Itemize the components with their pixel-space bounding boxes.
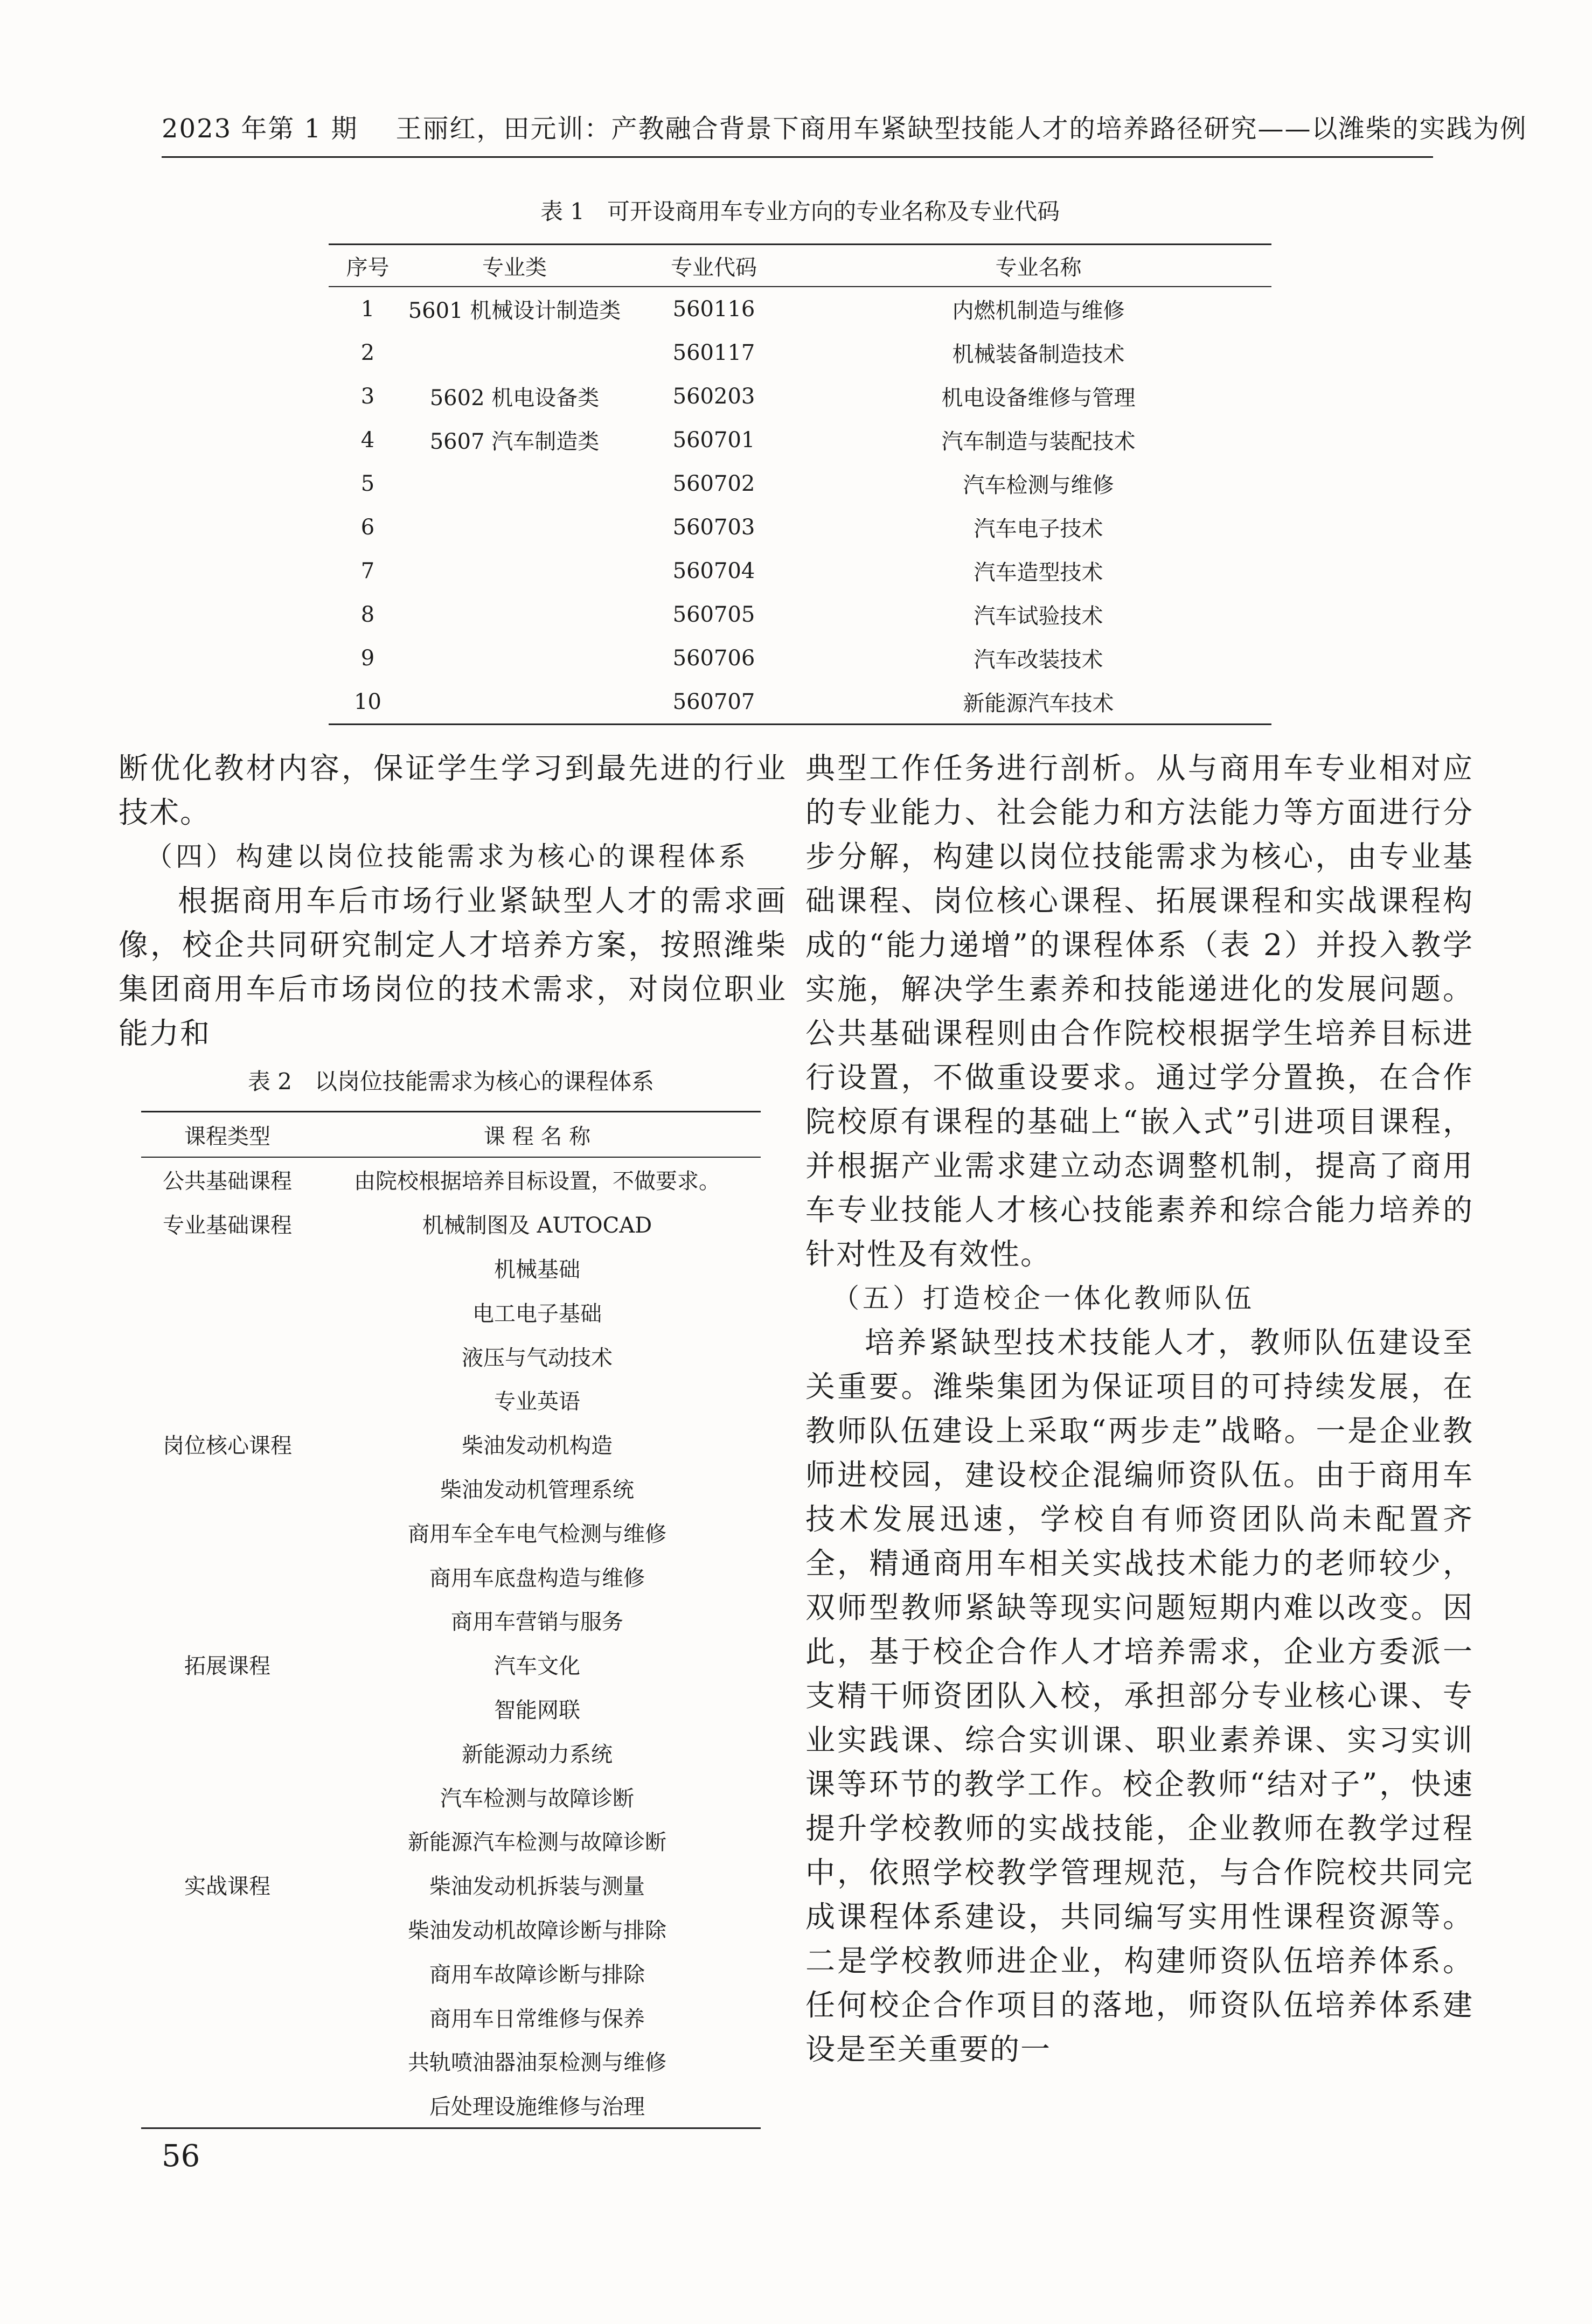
table-cell: [141, 1951, 314, 1995]
table1-header-cell: 专业名称: [805, 245, 1271, 287]
table-cell: 3: [360, 384, 375, 409]
table-row: [329, 680, 1271, 725]
table-cell: [141, 1598, 314, 1643]
table-cell: 汽车检测与故障诊断: [440, 1786, 634, 1811]
table-cell: 4: [360, 427, 375, 453]
table-cell: 1: [360, 296, 375, 322]
table-cell: [407, 462, 622, 505]
table-row: [141, 1951, 761, 1995]
table-cell: 汽车造型技术: [974, 560, 1103, 585]
paragraph: 断优化教材内容，保证学生学习到最先进的行业技术。: [119, 751, 787, 830]
table-cell: 560117: [672, 340, 755, 365]
table-cell: [141, 1819, 314, 1863]
table-cell: 5: [360, 471, 375, 496]
table-cell: 公共基础课程: [163, 1169, 292, 1194]
table-cell: 机电设备维修与管理: [941, 386, 1136, 410]
table-row: [141, 2039, 761, 2083]
table2-header-cell: 课 程 名 称: [314, 1112, 761, 1158]
table-cell: 2: [360, 340, 375, 365]
table-cell: 共轨喷油器油泵检测与维修: [408, 2050, 666, 2076]
table-cell: 560116: [672, 296, 755, 322]
table-cell: 专业基础课程: [163, 1213, 292, 1238]
table-cell: 10: [354, 689, 381, 714]
table-cell: 新能源汽车检测与故障诊断: [408, 1830, 666, 1855]
table-row: [141, 1775, 761, 1819]
table-row: [329, 593, 1271, 636]
table-row: [141, 1466, 761, 1511]
table-row: [329, 462, 1271, 505]
table-cell: 拓展课程: [184, 1654, 270, 1679]
table-cell: 5602 机电设备类: [429, 386, 600, 410]
table-cell: 9: [360, 645, 375, 671]
table-cell: 汽车检测与维修: [963, 473, 1114, 498]
table-cell: 后处理设施维修与治理: [429, 2095, 645, 2120]
table-cell: 560203: [672, 384, 755, 409]
table2: [141, 1111, 761, 2129]
table-cell: 商用车营销与服务: [451, 1610, 623, 1635]
table1: [329, 243, 1271, 725]
table-cell: 机械制图及 AUTOCAD: [422, 1213, 652, 1238]
table-cell: 由院校根据培养目标设置，不做要求。: [354, 1169, 720, 1194]
table-row: [141, 1157, 761, 1202]
table1-header-cell: 序号: [329, 245, 407, 287]
table-row: [141, 1863, 761, 1907]
table-row: [141, 1598, 761, 1643]
table-row: [141, 1334, 761, 1378]
table-cell: [141, 1334, 314, 1378]
table2-header-row: [141, 1112, 761, 1158]
table-cell: 商用车故障诊断与排除: [429, 1962, 645, 1987]
table-cell: 电工电子基础: [472, 1301, 602, 1326]
table-cell: 560702: [672, 471, 755, 496]
table-row: [141, 2083, 761, 2128]
table-cell: 560703: [672, 514, 755, 540]
table-row: [141, 1819, 761, 1863]
table-cell: [141, 1907, 314, 1951]
table-row: [141, 1422, 761, 1466]
journal-issue: 2023 年第 1 期: [162, 114, 358, 144]
table-row: [141, 1510, 761, 1554]
table-row: [141, 1730, 761, 1775]
table-cell: [141, 1687, 314, 1731]
table-cell: 专业英语: [494, 1389, 580, 1415]
table-cell: 汽车改装技术: [974, 648, 1103, 672]
table-cell: 560706: [672, 645, 755, 671]
table-cell: [407, 549, 622, 593]
table-row: [141, 1995, 761, 2039]
running-title: 王丽红，田元训：产教融合背景下商用车紧缺型技能人才的培养路径研究——以潍柴的实践为例: [395, 114, 1527, 144]
table-cell: 机械基础: [494, 1257, 580, 1282]
table-cell: 560701: [672, 427, 755, 453]
table-cell: 商用车底盘构造与维修: [429, 1565, 645, 1591]
table-cell: [141, 1554, 314, 1598]
table-cell: 新能源汽车技术: [963, 691, 1114, 716]
table-cell: [141, 1995, 314, 2039]
table-cell: 商用车全车电气检测与维修: [408, 1521, 666, 1547]
table-cell: [141, 1246, 314, 1290]
table2-caption: 表 2 以岗位技能需求为核心的课程体系: [247, 1068, 655, 1095]
table-cell: [141, 1290, 314, 1334]
table-cell: 智能网联: [494, 1697, 580, 1723]
table-row: [141, 1290, 761, 1334]
right-column: [805, 746, 1473, 2071]
section-heading: （四）构建以岗位技能需求为核心的课程体系: [145, 841, 749, 872]
table-cell: 5607 汽车制造类: [429, 429, 600, 454]
paragraph: 培养紧缺型技术技能人才，教师队伍建设至关重要。潍柴集团为保证项目的可持续发展，在教师队伍建设上采取“两步走”战略。一是企业教师进校园，建设校企混编师资队伍。由于商用车技术发展迅速，学校自有师资团队尚未配置齐全，精通商用车相关实战技术能力的老师较少，双师型教师紧缺等现实问题短期内难以改变。因此，基于校企合作人才培养需求，企业方委派一支精干师资团队入校，承担部分专业核心课、专业实践课、综合实训课、职业素养课、实习实训课等环节的教学工作。校企教师“结对子”，快速提升学校教师的实战技能，企业教师在教学过程中，依照学校教学管理规范，与合作院校共同完成课程体系建设，共同编写实用性课程资源等。二是学校教师进企业，构建师资队伍培养体系。任何校企合作项目的落地，师资队伍培养体系建设是至关重要的一: [805, 1325, 1473, 2066]
table-cell: 6: [360, 514, 375, 540]
table-cell: 商用车日常维修与保养: [429, 2006, 645, 2031]
left-column: [119, 746, 787, 1055]
table1-header-row: [329, 245, 1271, 287]
table-row: [329, 549, 1271, 593]
table-cell: [141, 1775, 314, 1819]
table2-header-cell: 课程类型: [141, 1112, 314, 1158]
table-cell: 柴油发动机拆装与测量: [429, 1874, 645, 1899]
table-row: [141, 1687, 761, 1731]
table1-header-cell: 专业类: [407, 245, 622, 287]
table-cell: 8: [360, 602, 375, 627]
table1-header-cell: 专业代码: [622, 245, 805, 287]
table-cell: 汽车试验技术: [974, 604, 1103, 629]
header-rule: [162, 156, 1433, 158]
table-cell: [407, 593, 622, 636]
table-cell: 实战课程: [184, 1874, 270, 1899]
table-row: [329, 287, 1271, 331]
table-row: [141, 1907, 761, 1951]
table-row: [329, 331, 1271, 374]
table-cell: [407, 680, 622, 725]
table-cell: 机械装备制造技术: [952, 342, 1125, 367]
table-cell: 柴油发动机构造: [462, 1434, 613, 1459]
table-cell: [141, 2039, 314, 2083]
table-row: [141, 1554, 761, 1598]
table-cell: 柴油发动机故障诊断与排除: [408, 1918, 666, 1943]
table-cell: 560705: [672, 602, 755, 627]
table-cell: 560704: [672, 558, 755, 583]
table-row: [329, 505, 1271, 549]
table-cell: 汽车制造与装配技术: [941, 429, 1136, 454]
table-row: [141, 1202, 761, 1246]
table-cell: [141, 1378, 314, 1422]
table-row: [329, 374, 1271, 418]
table-cell: 汽车文化: [494, 1654, 580, 1679]
table-cell: 柴油发动机管理系统: [440, 1477, 634, 1502]
table1-caption: 表 1 可开设商用车专业方向的专业名称及专业代码: [540, 198, 1060, 225]
table-cell: [407, 331, 622, 374]
table-row: [329, 418, 1271, 462]
table-cell: [141, 1510, 314, 1554]
table-cell: [141, 2083, 314, 2128]
table-cell: 5601 机械设计制造类: [408, 298, 621, 323]
table-row: [141, 1378, 761, 1422]
paragraph: 典型工作任务进行剖析。从与商用车专业相对应的专业能力、社会能力和方法能力等方面进行分步分解，构建以岗位技能需求为核心，由专业基础课程、岗位核心课程、拓展课程和实战课程构成的“能力递增”的课程体系（表 2）并投入教学实施，解决学生素养和技能递进化的发展问题。公共基础课程则由合作院校根据学生培养目标进行设置，不做重设要求。通过学分置换，在合作院校原有课程的基础上“嵌入式”引进项目课程，并根据产业需求建立动态调整机制，提高了商用车专业技能人才核心技能素养和综合能力培养的针对性及有效性。: [805, 751, 1473, 1271]
table-cell: [407, 505, 622, 549]
table-cell: [407, 636, 622, 680]
table-cell: 汽车电子技术: [974, 517, 1103, 541]
running-header: [162, 108, 1527, 145]
table-row: [141, 1643, 761, 1687]
paragraph: 根据商用车后市场行业紧缺型人才的需求画像，校企共同研究制定人才培养方案，按照潍柴集团商用车后市场岗位的技术需求，对岗位职业能力和: [119, 883, 787, 1050]
page-number: 56: [162, 2139, 200, 2174]
table-row: [329, 636, 1271, 680]
table-cell: [141, 1466, 314, 1511]
table-cell: [141, 1730, 314, 1775]
table-cell: 内燃机制造与维修: [952, 298, 1125, 323]
table-row: [141, 1246, 761, 1290]
section-heading: （五）打造校企一体化教师队伍: [832, 1283, 1255, 1314]
table-cell: 岗位核心课程: [163, 1434, 292, 1459]
table-cell: 560707: [672, 689, 755, 714]
table-cell: 新能源动力系统: [462, 1742, 613, 1767]
table-cell: 7: [360, 558, 375, 583]
table-cell: 液压与气动技术: [462, 1345, 613, 1370]
